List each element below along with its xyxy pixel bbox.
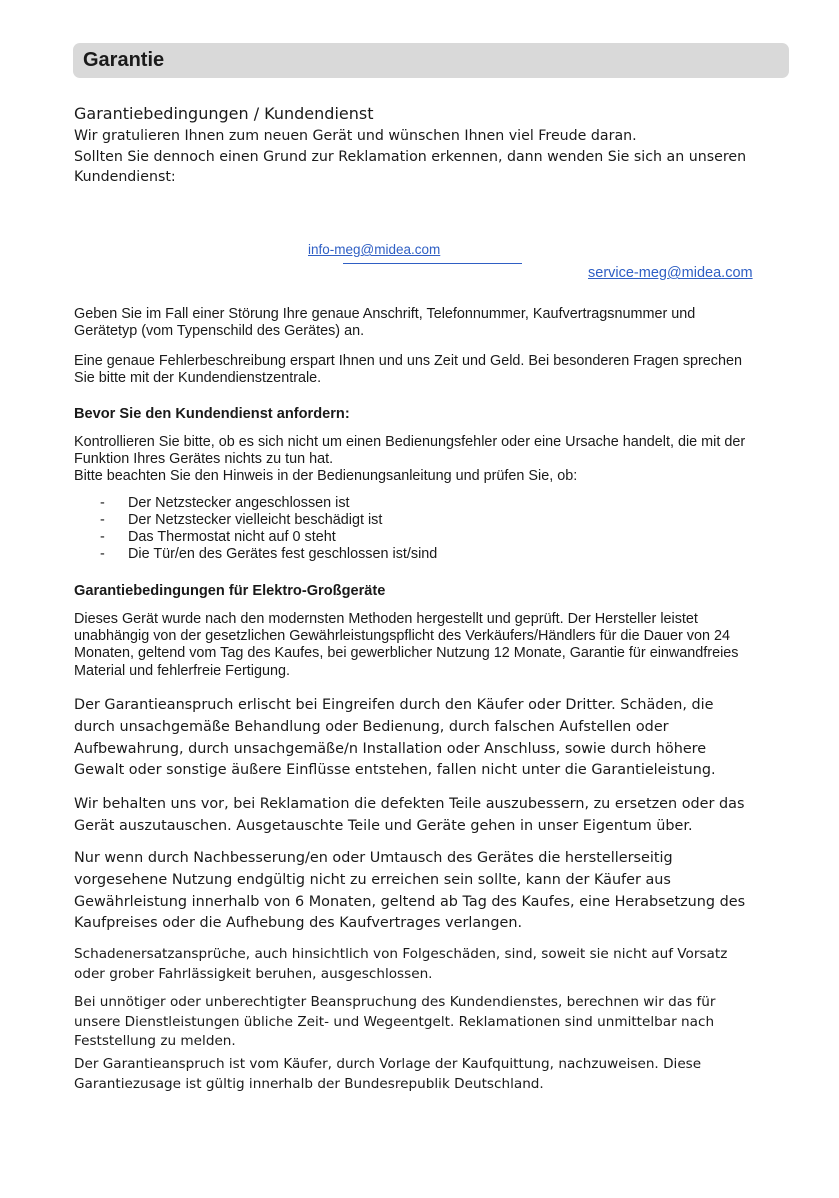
checklist — [74, 495, 764, 564]
section-conditions — [74, 582, 764, 680]
email-info-link[interactable]: info-meg@midea.com — [308, 242, 441, 257]
condition-paragraph: Der Garantieanspruch ist vom Käufer, durch Vorlage der Kaufquittung, nachzuweisen. Diese Garantiezusage ist gültig innerhalb der Bundesrepublik Deutschland. — [74, 1056, 702, 1092]
condition-paragraph: Wir behalten uns vor, bei Reklamation die defekten Teile auszubessern, zu ersetzen oder das Gerät auszutauschen. Ausgetauschte Teile und Geräte gehen in unser Eigentum über. — [74, 796, 745, 834]
paragraph-fault-description: Eine genaue Fehlerbeschreibung erspart Ihnen und uns Zeit und Geld. Bei besonderen Fragen sprechen Sie bitte mit der Kundendienstzentrale. — [74, 353, 743, 387]
condition-paragraph: Der Garantieanspruch erlischt bei Eingreifen durch den Käufer oder Dritter. Schäden, die durch unsachgemäße Behandlung oder Bedienung, durch falschen Aufstellen oder Aufbewahrung, durch unsachgemäße/n Installation oder Anschluss, sowie durch höhere Gewalt oder sonstige äußere Einflüsse entstehen, fallen nicht unter die Garantieleistung. — [74, 697, 716, 779]
section-before-service — [74, 405, 764, 563]
list-item: - Das Thermostat nicht auf 0 steht — [74, 529, 764, 546]
intro-line: Sollten Sie dennoch einen Grund zur Reklamation erkennen, dann wenden Sie sich an unseren Kundendienst: — [74, 148, 747, 185]
paragraph-conditions-intro: Dieses Gerät wurde nach den modernsten Methoden hergestellt und geprüft. Der Hersteller leistet unabhängig von der gesetzlichen Gewährleistungspflicht des Verkäufers/Händlers für die Dauer von 24 Monaten, geltend vom Tag des Kaufes, bei gewerblicher Nutzung 12 Monate, Garantie für einwandfreies Material und fehlerfreie Fertigung. — [74, 611, 739, 679]
list-item: - Die Tür/en des Gerätes fest geschlossen ist/sind — [74, 546, 764, 563]
section-heading: Garantiebedingungen / Kundendienst — [74, 104, 374, 123]
section-warranty-service — [74, 104, 764, 188]
intro-line: Wir gratulieren Ihnen zum neuen Gerät und wünschen Ihnen viel Freude daran. — [74, 128, 637, 144]
condition-paragraph: Nur wenn durch Nachbesserung/en oder Umtausch des Gerätes die herstellerseitig vorgesehene Nutzung endgültig nicht zu erreichen sein sollte, kann der Käufer aus Gewährleistung innerhalb von 6 Monaten, geltend ab Tag des Kaufes, eine Herabsetzung des Kaufpreises oder die Aufhebung des Kaufvertrages verlangen. — [74, 850, 746, 932]
condition-paragraph: Bei unnötiger oder unberechtigter Beanspruchung des Kundendienstes, berechnen wir das für unsere Dienstleistungen übliche Zeit- und Wegeentgelt. Reklamationen sind unmittelbar nach Feststellung zu melden. — [74, 994, 716, 1049]
blank-contact-line — [343, 263, 522, 264]
paragraph-fault-details: Geben Sie im Fall einer Störung Ihre genaue Anschrift, Telefonnummer, Kaufvertragsnummer und Gerätetyp (vom Typenschild des Gerätes) an. — [74, 306, 696, 340]
list-item: - Der Netzstecker vielleicht beschädigt ist — [74, 512, 764, 529]
paragraph-check-cause: Kontrollieren Sie bitte, ob es sich nicht um einen Bedienungsfehler oder eine Ursache handelt, die mit der Funktion Ihres Gerätes nichts zu tun hat. — [74, 434, 746, 468]
condition-paragraph: Schadenersatzansprüche, auch hinsichtlich von Folgeschäden, sind, soweit sie nicht auf Vorsatz oder grober Fahrlässigkeit beruhen, ausgeschlossen. — [74, 946, 728, 982]
page-title: Garantie — [73, 43, 789, 78]
section-heading: Bevor Sie den Kundendienst anfordern: — [74, 406, 350, 422]
email-service-link[interactable]: service-meg@midea.com — [588, 265, 753, 281]
section-heading: Garantiebedingungen für Elektro-Großgeräte — [74, 583, 386, 599]
paragraph-check-hint: Bitte beachten Sie den Hinweis in der Bedienungsanleitung und prüfen Sie, ob: — [74, 468, 578, 485]
list-item: - Der Netzstecker angeschlossen ist — [74, 495, 764, 512]
